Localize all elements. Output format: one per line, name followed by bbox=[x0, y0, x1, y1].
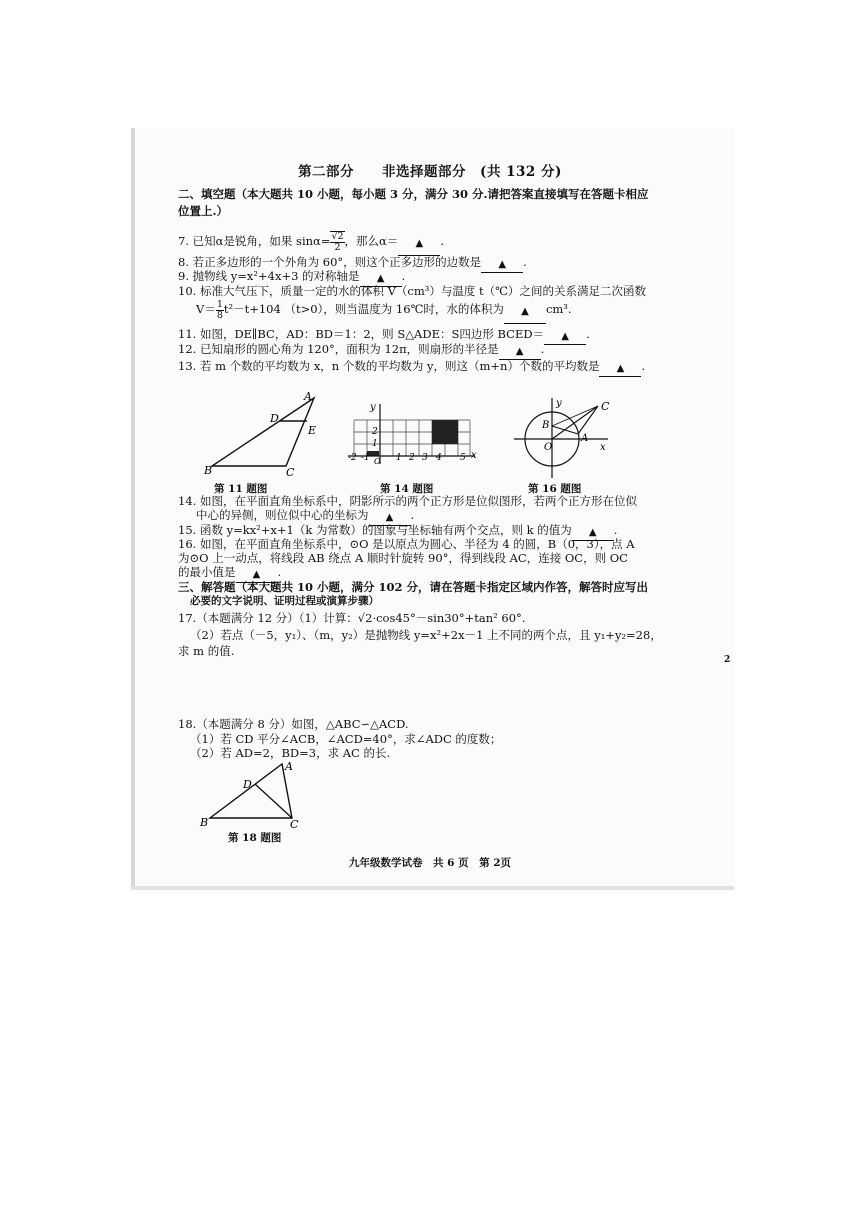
question-12: 12. 已知扇形的圆心角为 120°，面积为 12π，则扇形的半径是 ▲ . bbox=[178, 342, 544, 359]
question-18-line2: （1）若 CD 平分∠ACB，∠ACD=40°，求∠ADC 的度数； bbox=[190, 732, 502, 746]
answer-blank: ▲ bbox=[481, 256, 523, 273]
x-tick-neg1: -1 bbox=[361, 453, 370, 463]
margin-mark: 2 bbox=[724, 655, 731, 665]
q7-fraction: $\frac{√2}{2}$ bbox=[331, 231, 344, 253]
question-16-line3: 的最小值是 ▲ . bbox=[178, 565, 281, 582]
question-15: 15. 函数 y=kx²+x+1（k 为常数）的图象与坐标轴有两个交点，则 k 的值为 ▲ . bbox=[178, 523, 617, 540]
y-tick-2: 2 bbox=[372, 427, 378, 437]
large-shaded-square bbox=[432, 420, 458, 444]
figure-11-caption: 第 11 题图 bbox=[214, 483, 268, 495]
label-b: B bbox=[200, 816, 209, 828]
figure-14 bbox=[340, 398, 480, 470]
label-a: A bbox=[304, 392, 312, 403]
answer-blank: ▲ bbox=[360, 270, 402, 287]
x-tick-1: 1 bbox=[396, 453, 402, 463]
question-8: 8. 若正多边形的一个外角为 60°，则这个正多边形的边数是 ▲ . bbox=[178, 255, 527, 272]
y-axis-label: y bbox=[370, 402, 376, 413]
question-16-line1: 16. 如图，在平面直角坐标系中，⊙O 是以原点为圆心、半径为 4 的圆，B（0，3），点 A bbox=[178, 537, 635, 551]
q10-fraction: $\frac{1}{8}$ bbox=[216, 298, 223, 321]
question-18-line3: （2）若 AD=2，BD=3，求 AC 的长. bbox=[190, 746, 391, 760]
question-7: 7. 已知α是锐角，如果 sinα= $\frac{√2}{2}$ ，那么α＝ ▲ . bbox=[178, 230, 444, 255]
question-17-line1: 17.（本题满分 12 分）（1）计算：√2·cos45°－sin30°+tan² 60°. bbox=[178, 611, 526, 625]
label-c: C bbox=[290, 818, 299, 828]
x-tick-2: 2 bbox=[409, 453, 415, 463]
question-11: 11. 如图，DE∥BC，AD：BD＝1：2，则 S△ADE：S四边形 BCED＝ ▲ . bbox=[178, 327, 590, 344]
label-c: C bbox=[286, 466, 295, 477]
figure-16-caption: 第 16 题图 bbox=[528, 483, 582, 495]
question-13: 13. 若 m 个数的平均数为 x，n 个数的平均数为 y，则这（m+n）个数的平均数是 ▲ . bbox=[178, 359, 645, 376]
question-17-line2: （2）若点（－5，y₁）、（m，y₂）是抛物线 y=x²+2x－1 上不同的两个点，且 y₁+y₂=28， bbox=[190, 628, 662, 642]
question-10-line1: 10. 标准大气压下，质量一定的水的体积 V（cm³）与温度 t（℃）之间的关系满足二次函数 bbox=[178, 284, 646, 298]
page-title: 第二部分 非选择题部分 (共 132 分) bbox=[298, 164, 562, 180]
x-tick-5: 5 bbox=[460, 453, 466, 463]
section2-heading-line2: 位置上.） bbox=[178, 204, 229, 218]
question-18-line1: 18.（本题满分 8 分）如图，△ABC∽△ACD. bbox=[178, 717, 409, 731]
sheet-bottom-edge bbox=[131, 886, 734, 890]
figure-11 bbox=[200, 392, 325, 477]
label-x: x bbox=[600, 442, 606, 453]
answer-blank: ▲ bbox=[599, 360, 641, 377]
answer-blank: ▲ bbox=[236, 566, 278, 583]
answer-blank: ▲ bbox=[544, 328, 586, 345]
answer-blank: ▲ bbox=[504, 299, 546, 324]
triangle-abc bbox=[212, 398, 317, 466]
question-9: 9. 抛物线 y=x²+4x+3 的对称轴是 ▲ . bbox=[178, 269, 405, 286]
page-footer: 九年级数学试卷 共 6 页 第 2页 bbox=[348, 857, 512, 869]
figure-18-caption: 第 18 题图 bbox=[228, 832, 282, 844]
label-y: y bbox=[556, 398, 562, 409]
sheet-edge bbox=[131, 128, 135, 890]
label-a: A bbox=[581, 433, 589, 444]
label-b: B bbox=[542, 420, 550, 431]
figure-16 bbox=[510, 396, 620, 480]
triangle-abc bbox=[210, 764, 292, 818]
answer-blank: ▲ bbox=[369, 509, 411, 526]
figure-18 bbox=[196, 758, 308, 828]
label-a: A bbox=[285, 760, 293, 773]
question-16-line2: 为⊙O 上一动点，将线段 AB 绕点 A 顺时针旋转 90°，得到线段 AC，连接 OC，则 OC bbox=[178, 551, 628, 565]
x-tick-3: 3 bbox=[422, 453, 428, 463]
question-14-line1: 14. 如图，在平面直角坐标系中，阴影所示的两个正方形是位似图形，若两个正方形在位似 bbox=[178, 494, 637, 508]
origin-label: O bbox=[374, 457, 381, 466]
section2-heading-line1: 二、填空题（本大题共 10 小题，每小题 3 分，满分 30 分.请把答案直接填写在答题卡相应 bbox=[178, 187, 649, 201]
segment-oc bbox=[552, 406, 598, 439]
label-b: B bbox=[204, 464, 213, 477]
answer-blank: ▲ bbox=[499, 343, 541, 360]
y-tick-1: 1 bbox=[372, 439, 378, 449]
question-10-line2: V＝ $\frac{1}{8}$ t²－t+104 （t>0），则当温度为 16℃时，水的体积为 ▲ cm³. bbox=[196, 298, 572, 323]
label-o: O bbox=[544, 442, 553, 453]
label-c: C bbox=[601, 400, 610, 413]
section3-heading-line2: 必要的文字说明、证明过程或演算步骤） bbox=[190, 595, 379, 607]
answer-blank: ▲ bbox=[398, 231, 440, 256]
question-17-line3: 求 m 的值. bbox=[178, 644, 235, 658]
figure-14-caption: 第 14 题图 bbox=[380, 483, 434, 495]
answer-blank: ▲ bbox=[572, 524, 614, 541]
x-tick-neg2: -2 bbox=[348, 453, 357, 463]
label-e: E bbox=[308, 424, 317, 437]
x-axis-label: x bbox=[471, 450, 477, 461]
question-14-line2: 中心的异侧，则位似中心的坐标为 ▲ . bbox=[196, 508, 414, 525]
label-d: D bbox=[270, 412, 279, 425]
x-tick-4: 4 bbox=[436, 453, 442, 463]
label-d: D bbox=[243, 778, 252, 791]
section3-heading-line1: 三、解答题（本大题共 10 小题，满分 102 分，请在答题卡指定区域内作答，解答时应写出 bbox=[178, 580, 649, 594]
